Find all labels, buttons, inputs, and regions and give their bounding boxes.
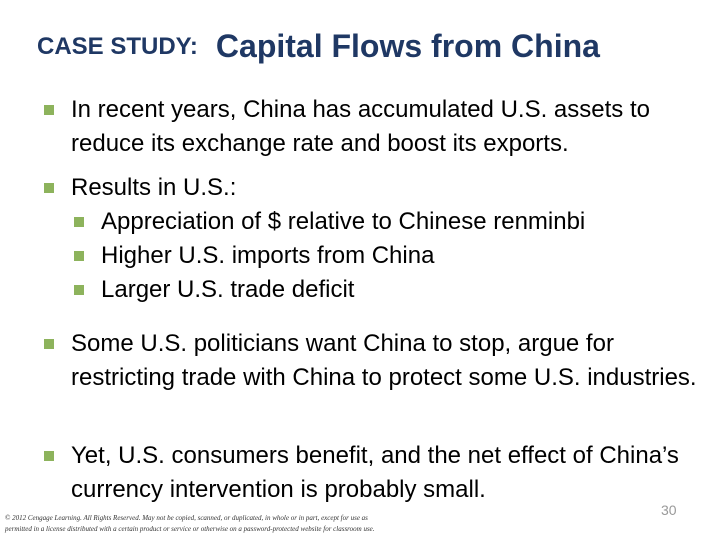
bullet-3-text: Some U.S. politicians want China to stop, argue for restricting trade with China to protect some U.S. industries.: [71, 330, 697, 391]
sub-bullet-marker-icon: [74, 285, 84, 295]
bullet-marker-icon: [44, 451, 54, 461]
sub-bullet-2-text: Higher U.S. imports from China: [101, 242, 435, 269]
footer-line-1: © 2012 Cengage Learning. All Rights Reserved. May not be copied, scanned, or duplicated, in whole or in part, except for use as: [5, 514, 368, 522]
bullet-4-text: Yet, U.S. consumers benefit, and the net effect of China’s currency intervention is probably small.: [71, 442, 679, 503]
sub-bullet-3: [74, 273, 704, 307]
bullet-marker-icon: [44, 105, 54, 115]
bullet-3: [44, 327, 704, 395]
page-number: 30: [661, 502, 677, 518]
bullet-1-text: In recent years, China has accumulated U.S. assets to reduce its exchange rate and boost its exports.: [71, 96, 650, 157]
bullet-1: [44, 93, 704, 161]
sub-bullet-marker-icon: [74, 217, 84, 227]
bullet-marker-icon: [44, 339, 54, 349]
copyright-footer: [5, 513, 465, 535]
sub-bullet-list: [44, 205, 704, 307]
bullet-2: [44, 171, 704, 307]
bullet-4: [44, 439, 704, 507]
sub-bullet-2: [74, 239, 704, 273]
sub-bullet-1: [74, 205, 704, 239]
bullet-2-text: Results in U.S.:: [71, 174, 237, 201]
slide-title: [37, 28, 600, 65]
title-main: Capital Flows from China: [215, 28, 600, 64]
bullet-marker-icon: [44, 183, 54, 193]
sub-bullet-3-text: Larger U.S. trade deficit: [101, 276, 355, 303]
title-prefix: CASE STUDY:: [37, 32, 198, 60]
footer-line-2: permitted in a license distributed with a certain product or service or otherwise on a password-protected website for classroom use.: [5, 525, 375, 533]
sub-bullet-1-text: Appreciation of $ relative to Chinese renminbi: [101, 208, 586, 235]
sub-bullet-marker-icon: [74, 251, 84, 261]
